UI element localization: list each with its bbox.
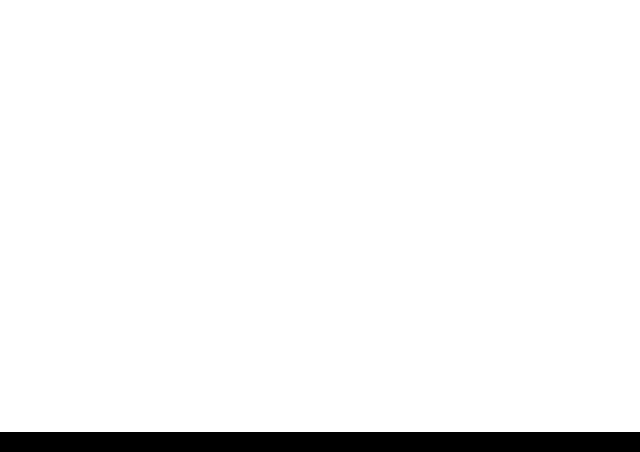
archive-banner	[0, 432, 640, 452]
